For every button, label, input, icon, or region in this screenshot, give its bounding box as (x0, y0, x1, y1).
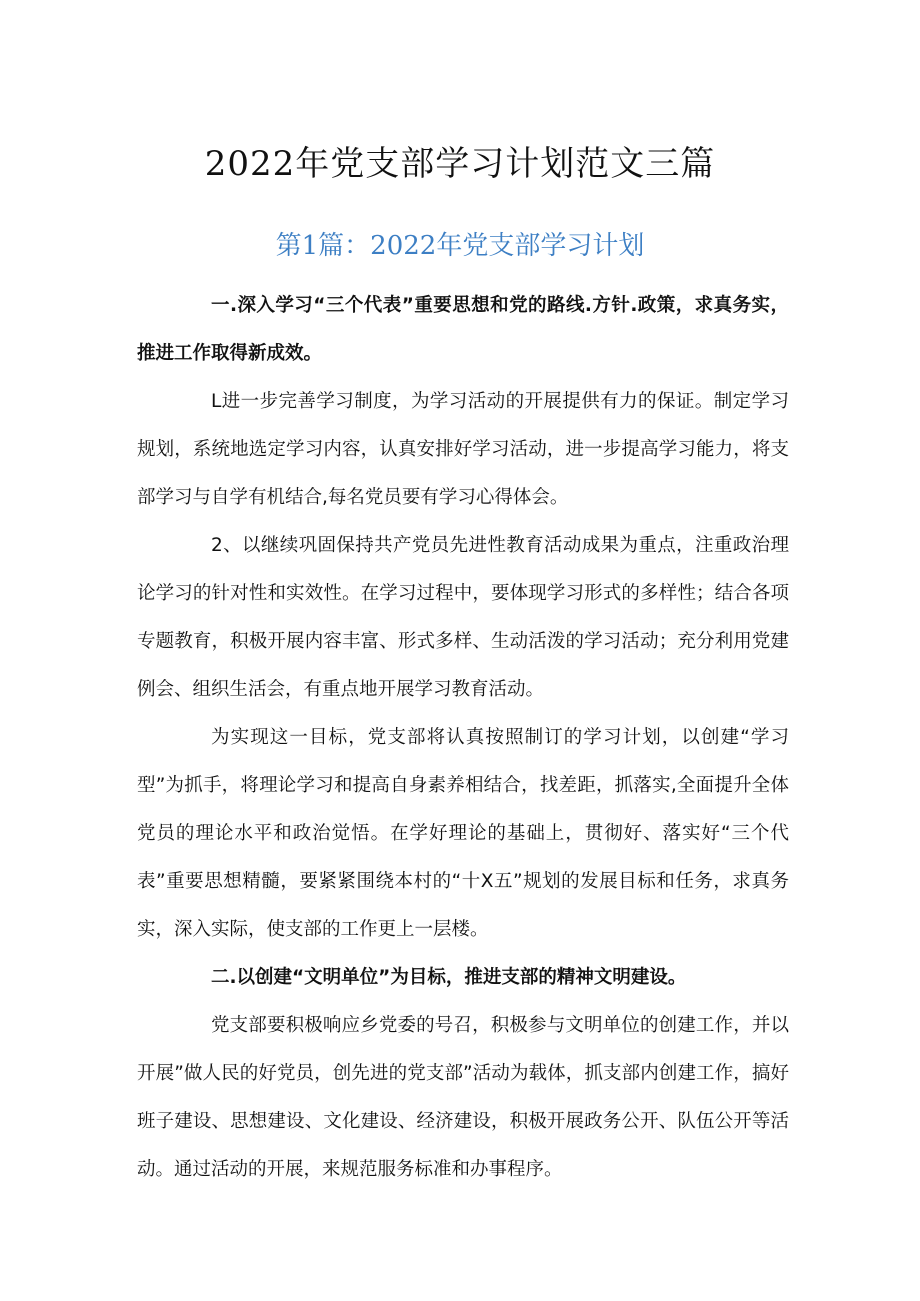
paragraph-two: 2、以继续巩固保持共产党员先进性教育活动成果为重点，注重政治理论学习的针对性和实效性。在学习过程中，要体现学习形式的多样性；结合各项专题教育，积极开展内容丰富、形式多样、生动活泼的学习活动；充分利用党建例会、组织生活会，有重点地开展学习教育活动。 (137, 535, 789, 700)
section-title: 第1篇：2022年党支部学习计划 (275, 231, 645, 261)
document-title: 2022年党支部学习计划范文三篇 (204, 144, 716, 184)
paragraph-four: 党支部要积极响应乡党委的号召，积极参与文明单位的创建工作，并以开展”做人民的好党员，创先进的党支部”活动为载体，抓支部内创建工作，搞好班子建设、思想建设、文化建设、经济建设，积极开展政务公开、队伍公开等活动。通过活动的开展，来规范服务标准和办事程序。 (137, 1015, 789, 1180)
heading-one: 一.深入学习“三个代表”重要思想和党的路线.方针.政策，求真务实，推进工作取得新成效。 (137, 295, 789, 364)
paragraph-one: L进一步完善学习制度，为学习活动的开展提供有力的保证。制定学习规划，系统地选定学习内容，认真安排好学习活动，进一步提高学习能力，将支部学习与自学有机结合,每名党员要有学习心得体会。 (137, 391, 789, 508)
heading-two: 二.以创建“文明单位”为目标，推进支部的精神文明建设。 (211, 967, 687, 988)
paragraph-three: 为实现这一目标，党支部将认真按照制订的学习计划，以创建“学习型”为抓手，将理论学习和提高自身素养相结合，找差距，抓落实,全面提升全体党员的理论水平和政治觉悟。在学好理论的基础上，贯彻好、落实好“三个代表”重要思想精髓，要紧紧围绕本村的“十X五”规划的发展目标和任务，求真务实，深入实际，使支部的工作更上一层楼。 (137, 727, 789, 940)
